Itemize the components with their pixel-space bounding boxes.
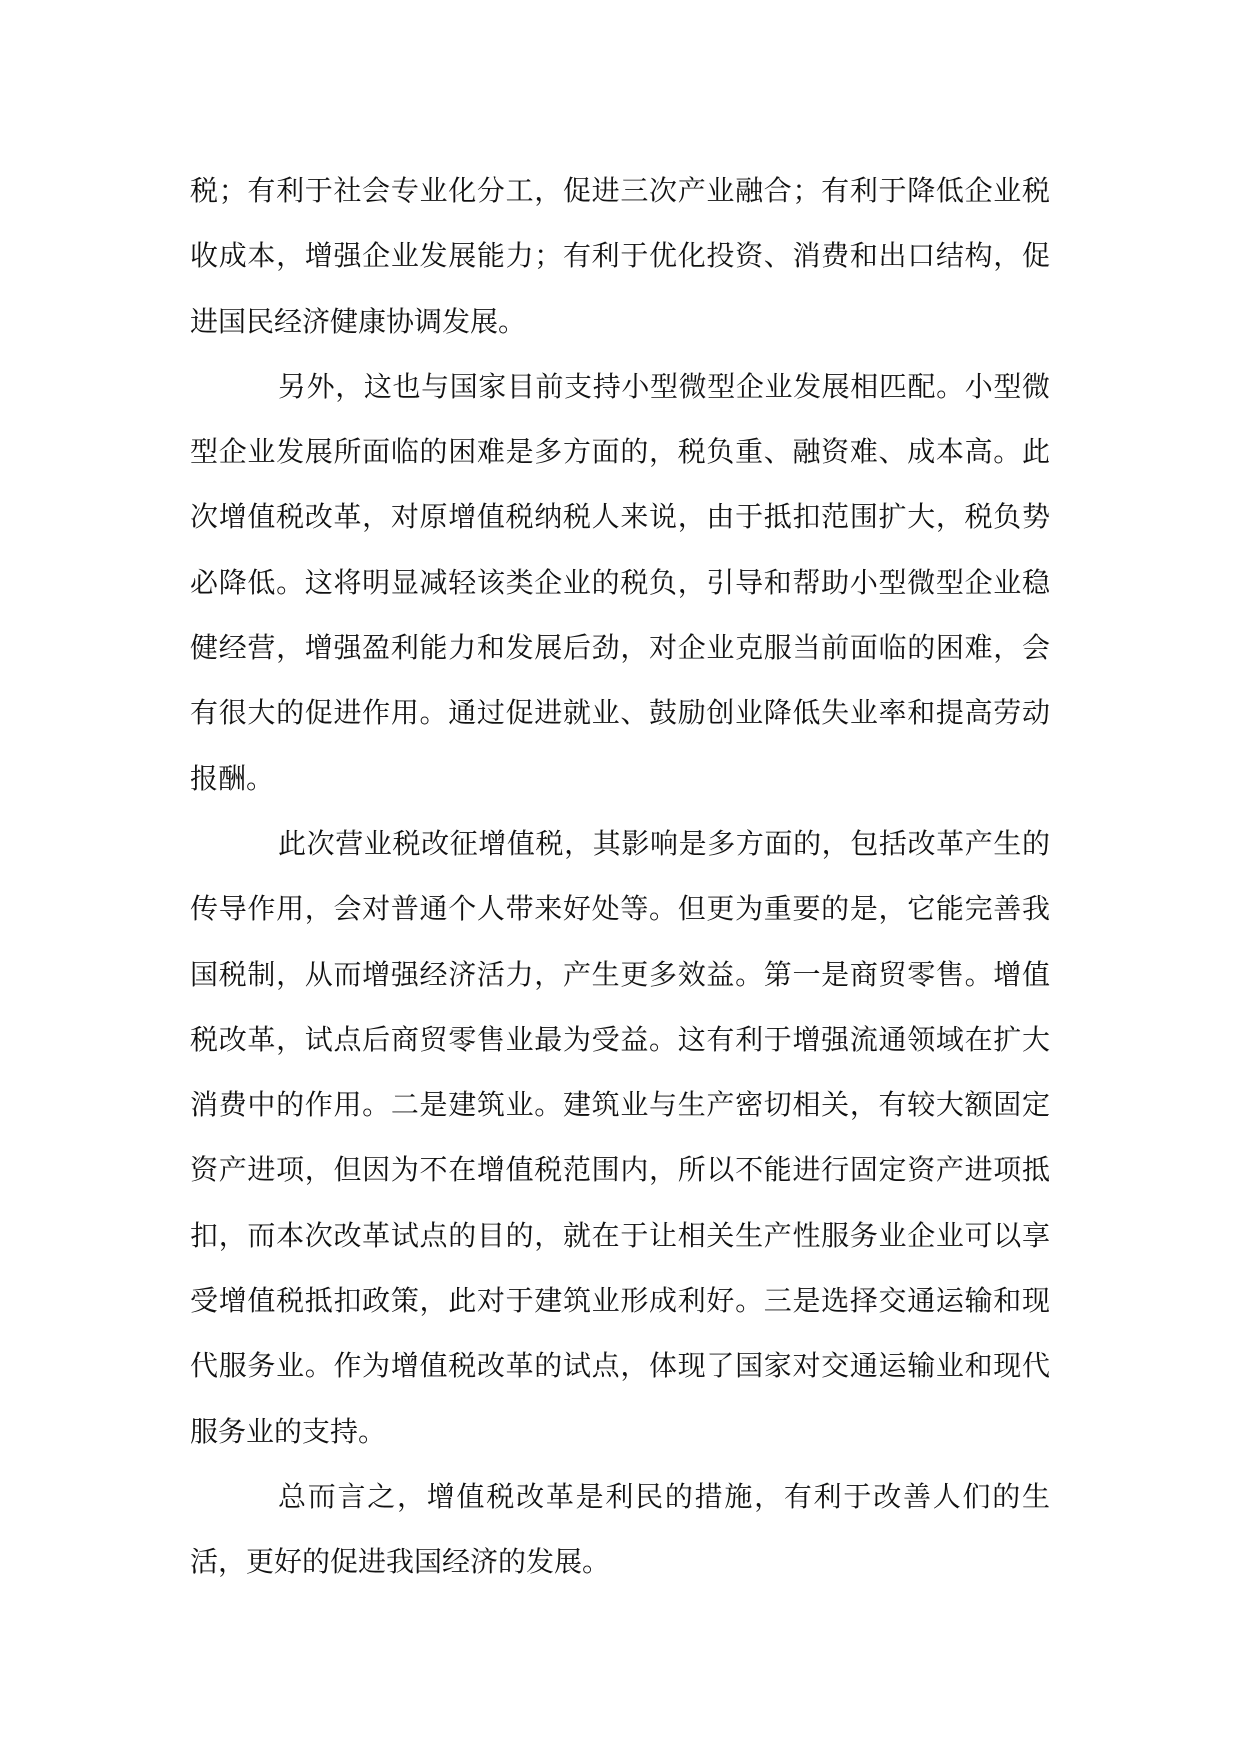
paragraph-continuation: 税；有利于社会专业化分工，促进三次产业融合；有利于降低企业税收成本，增强企业发展能力；有利于优化投资、消费和出口结构，促进国民经济健康协调发展。: [190, 174, 1050, 338]
document-body: [190, 158, 1050, 1595]
paragraph-conclusion: 总而言之，增值税改革是利民的措施，有利于改善人们的生活，更好的促进我国经济的发展。: [190, 1479, 1050, 1579]
paragraph-small-enterprises: 另外，这也与国家目前支持小型微型企业发展相匹配。小型微型企业发展所面临的困难是多方面的，税负重、融资难、成本高。此次增值税改革，对原增值税纳税人来说，由于抵扣范围扩大，税负势必降低。这将明显减轻该类企业的税负，引导和帮助小型微型企业稳健经营，增强盈利能力和发展后劲，对企业克服当前面临的困难，会有很大的促进作用。通过促进就业、鼓励创业降低失业率和提高劳动报酬。: [190, 369, 1050, 795]
paragraph-impact: 此次营业税改征增值税，其影响是多方面的，包括改革产生的传导作用，会对普通个人带来好处等。但更为重要的是，它能完善我国税制，从而增强经济活力，产生更多效益。第一是商贸零售。增值税改革，试点后商贸零售业最为受益。这有利于增强流通领域在扩大消费中的作用。二是建筑业。建筑业与生产密切相关，有较大额固定资产进项，但因为不在增值税范围内，所以不能进行固定资产进项抵扣，而本次改革试点的目的，就在于让相关生产性服务业企业可以享受增值税抵扣政策，此对于建筑业形成利好。三是选择交通运输和现代服务业。作为增值税改革的试点，体现了国家对交通运输业和现代服务业的支持。: [190, 826, 1050, 1448]
